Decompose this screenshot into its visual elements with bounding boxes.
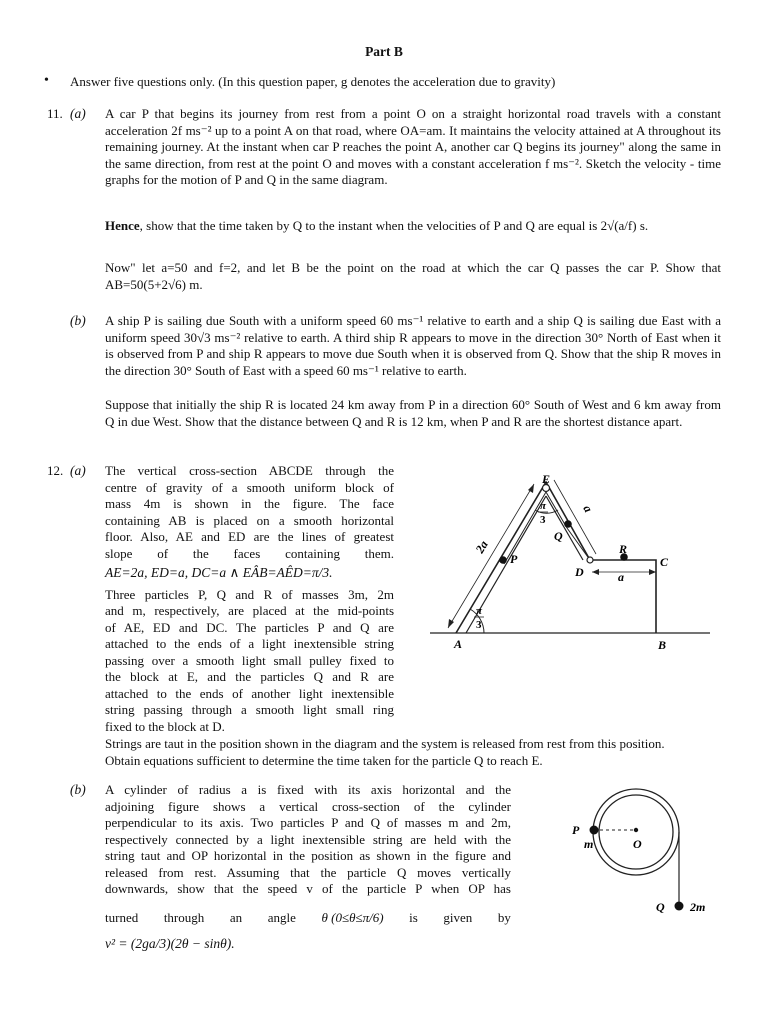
block-figure bbox=[400, 468, 720, 658]
arrow-icon bbox=[592, 569, 599, 575]
q11b-paragraph-2: Suppose that initially the ship R is located 24 km away from P in a direction 60° South of West and 6 km away from Q in due West. Show that the distance between Q and R is 12 km, when P and R are the shortest distance apart. bbox=[105, 397, 721, 429]
q12a-line: of AE, ED and DC. The particles P and Q are bbox=[105, 619, 394, 635]
centre-o bbox=[634, 828, 638, 832]
face-ed-inner bbox=[546, 496, 583, 560]
label-length-2a: 2a bbox=[472, 538, 491, 556]
label-c: C bbox=[660, 555, 669, 569]
q12a-line: floor. Also, AE and ED are the lines of greatest bbox=[105, 529, 394, 544]
string-qd bbox=[567, 528, 590, 560]
q12b-word: given bbox=[443, 909, 473, 925]
q12b-word: is bbox=[409, 909, 418, 925]
q12b-line: released from rest. Assuming that the particle Q moves vertically bbox=[105, 864, 511, 880]
ring-icon bbox=[587, 557, 593, 563]
angle-e-denominator: 3 bbox=[540, 514, 546, 526]
label-r: R bbox=[619, 542, 628, 556]
bullet-icon: • bbox=[44, 73, 49, 88]
arrow-icon bbox=[448, 619, 454, 628]
arrow-icon bbox=[528, 484, 534, 493]
label-d: D bbox=[575, 565, 584, 579]
q12a-tail-line: Obtain equations sufficient to determine the time taken for the particle Q to reach E. bbox=[105, 752, 543, 768]
q12a-text-block bbox=[105, 463, 394, 735]
particle-q bbox=[675, 902, 684, 911]
q11-part-a-label: (a) bbox=[70, 106, 86, 121]
q12b-line: string taut and OP horizontal in the position as shown in the figure and bbox=[105, 848, 511, 863]
q12a-tail bbox=[105, 736, 745, 769]
particle-q bbox=[564, 520, 572, 528]
label-p: P bbox=[510, 552, 518, 566]
q11a-paragraph-2-text: , show that the time taken by Q to the instant when the velocities of P and Q are equal is 2√(a/f) s. bbox=[139, 218, 649, 233]
q12b-line: perpendicular to its axis. Two particles P and Q of masses m and 2m, bbox=[105, 815, 511, 830]
q12b-line: respectively connected by a light inextensible string are held with the bbox=[105, 831, 511, 847]
cylinder-figure bbox=[560, 782, 730, 922]
q12a-line: string passing through a smooth light small ring bbox=[105, 702, 394, 717]
arrow-icon bbox=[649, 569, 656, 575]
angle-a-denominator: 3 bbox=[476, 619, 482, 631]
q12a-formula: AE=2a, ED=a, DC=a ∧ EÂB=AÊD=π/3. bbox=[105, 565, 333, 580]
label-m: m bbox=[584, 837, 594, 851]
q12a-line: containing AB is placed on a smooth horizontal bbox=[105, 512, 394, 528]
q12b-line: adjoining figure shows a vertical cross-section of the cylinder bbox=[105, 798, 511, 814]
q12a-line: slope of the faces containing them. bbox=[105, 545, 394, 561]
q12a-line: passing over a smooth light small pulley fixed to bbox=[105, 652, 394, 668]
q12a-line: mass 4m is shown in the figure. The face bbox=[105, 496, 394, 511]
q12a-line: centre of gravity of a smooth uniform block of bbox=[105, 479, 394, 495]
question-number-12: 12. bbox=[47, 463, 64, 478]
instruction-text: Answer five questions only. (In this question paper, g denotes the acceleration due to gravity) bbox=[70, 74, 556, 89]
label-q: Q bbox=[554, 529, 563, 543]
hence-bold: Hence bbox=[105, 218, 140, 233]
question-number-11: 11. bbox=[47, 106, 63, 121]
q12b-word: through bbox=[163, 909, 205, 925]
q12a-line: the block at E, and the particles Q and R are bbox=[105, 669, 394, 684]
angle-a-numerator: π bbox=[476, 605, 483, 617]
label-2m: 2m bbox=[690, 900, 706, 914]
q12b-angle-line bbox=[105, 910, 511, 927]
q12a-line: The vertical cross-section ABCDE through the bbox=[105, 463, 394, 478]
q12-part-a-label: (a) bbox=[70, 463, 86, 478]
label-p: P bbox=[572, 823, 580, 837]
particle-p bbox=[590, 826, 599, 835]
q12b-line: A cylinder of radius a is fixed with its axis horizontal and the bbox=[105, 782, 511, 797]
label-q: Q bbox=[656, 900, 665, 914]
q12-part-b-label: (b) bbox=[70, 782, 86, 797]
q12b-word: turned bbox=[105, 909, 139, 925]
label-e: E bbox=[542, 472, 551, 486]
q12a-line: attached to the ends of another light inextensible bbox=[105, 685, 394, 701]
q12a-line: fixed to the block at D. bbox=[105, 718, 225, 734]
label-length-dc: a bbox=[618, 570, 624, 584]
q12b-text-block bbox=[105, 782, 511, 953]
q12a-line: and m, respectively, are placed at the mid-points bbox=[105, 603, 394, 618]
q12b-word: by bbox=[497, 909, 511, 925]
particle-p bbox=[499, 556, 507, 564]
q12b-angle-range: θ (0≤θ≤π/6) bbox=[321, 909, 384, 925]
label-length-ed: a bbox=[580, 502, 596, 515]
q12b-line: downwards, show that the speed v of the particle P when OP has bbox=[105, 881, 511, 896]
q11a-paragraph-3: Now" let a=50 and f=2, and let B be the point on the road at which the car Q passes the car P. Show that AB=50(5+2√6) m. bbox=[105, 260, 721, 292]
label-o: O bbox=[633, 837, 642, 851]
q11a-paragraph-2 bbox=[105, 218, 721, 235]
label-a: A bbox=[454, 637, 463, 651]
part-title: Part B bbox=[365, 44, 403, 59]
dim-2a-line bbox=[448, 484, 534, 628]
q12a-line: attached to the ends of a light inextensible string bbox=[105, 636, 394, 651]
label-b: B bbox=[658, 638, 667, 652]
q11-part-b-label: (b) bbox=[70, 313, 86, 328]
q11b-paragraph-1: A ship P is sailing due South with a uniform speed 60 ms⁻¹ relative to earth and a ship Q is sailing due East with a uniform speed 30√3 ms⁻² relative to earth. A third ship R appears to move in the direction 30° North of East when it is observed from P and ship R appears to move due South when it is observed from Q. Show that the ship R moves in the direction 30° South of East with a speed 60 ms⁻¹ relative to earth. bbox=[105, 313, 721, 378]
q12b-word: an bbox=[229, 909, 243, 925]
q12b-word: angle bbox=[267, 909, 296, 925]
q12b-result: v² = (2ga/3)(2θ − sinθ). bbox=[105, 936, 235, 951]
q12a-tail-line: Strings are taut in the position shown in the diagram and the system is released from rest from this position. bbox=[105, 736, 665, 751]
angle-e-numerator: π bbox=[540, 500, 547, 512]
q12a-line: Three particles P, Q and R of masses 3m, 2m bbox=[105, 586, 394, 602]
q11a-paragraph-1: A car P that begins its journey from rest from a point O on a straight horizontal road travels with a constant acceleration 2f ms⁻² up to a point A on that road, where OA=am. It maintains the velocity attained at A throughout its remaining journey. At the instant when car P reaches the point A, another car Q begins its journey" along the same in the same direction, from rest at the point O and moves with a constant acceleration f ms⁻². Sketch the velocity - time graphs for the motion of P and Q in the same diagram. bbox=[105, 106, 721, 187]
